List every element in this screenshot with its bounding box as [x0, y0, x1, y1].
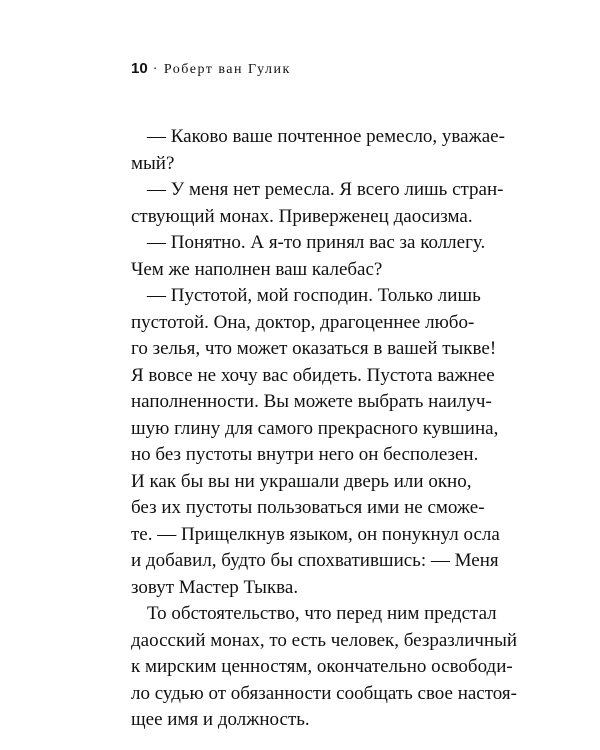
text-line: но без пустоты внутри него он бесполезен.: [131, 444, 479, 465]
running-header: [131, 60, 291, 78]
page-number: 10: [131, 60, 148, 77]
text-line: мый?: [131, 152, 175, 174]
text-line: То обстоятельство, что перед ним предстал: [147, 603, 497, 624]
page-body: [131, 124, 518, 734]
text-line: шую глину для самого прекрасного кувшина,: [131, 417, 499, 439]
text-line: — У меня нет ремесла. Я всего лишь стран-: [147, 179, 504, 200]
text-line: щее имя и должность.: [131, 709, 310, 730]
text-line: — Понятно. А я-то принял вас за коллегу.: [147, 232, 486, 253]
text-line: ло судью от обязанности сообщать свое настоя-: [131, 682, 518, 704]
text-line: — Каково ваше почтенное ремесло, уважае-: [147, 126, 505, 147]
running-title: Роберт ван Гулик: [163, 62, 291, 77]
text-line: к мирским ценностям, окончательно освободи-: [131, 656, 513, 677]
text-line: го зелья, что может оказаться в вашей тыкве!: [131, 338, 497, 359]
text-line: те. — Прищелкнув языком, он понукнул осла: [131, 523, 500, 545]
text-line: наполненности. Вы можете выбрать наилуч-: [131, 391, 492, 412]
text-line: — Пустотой, мой господин. Только лишь: [147, 285, 481, 306]
text-line: Я вовсе не хочу вас обидеть. Пустота важнее: [131, 364, 495, 386]
text-line: даосский монах, то есть человек, безразличный: [131, 629, 518, 651]
text-line: Чем же наполнен ваш калебас?: [131, 258, 383, 280]
text-line: без их пустоты пользоваться ими не сможе-: [131, 497, 485, 518]
text-line: зовут Мастер Тыква.: [131, 576, 299, 598]
text-line: пустотой. Она, доктор, драгоценнее любо-: [131, 311, 475, 333]
header-separator: ·: [152, 62, 159, 77]
text-line: ствующий монах. Приверженец даосизма.: [131, 205, 473, 227]
text-line: И как бы вы ни украшали дверь или окно,: [131, 470, 472, 492]
text-line: и добавил, будто бы спохватившись: — Меня: [131, 550, 499, 571]
